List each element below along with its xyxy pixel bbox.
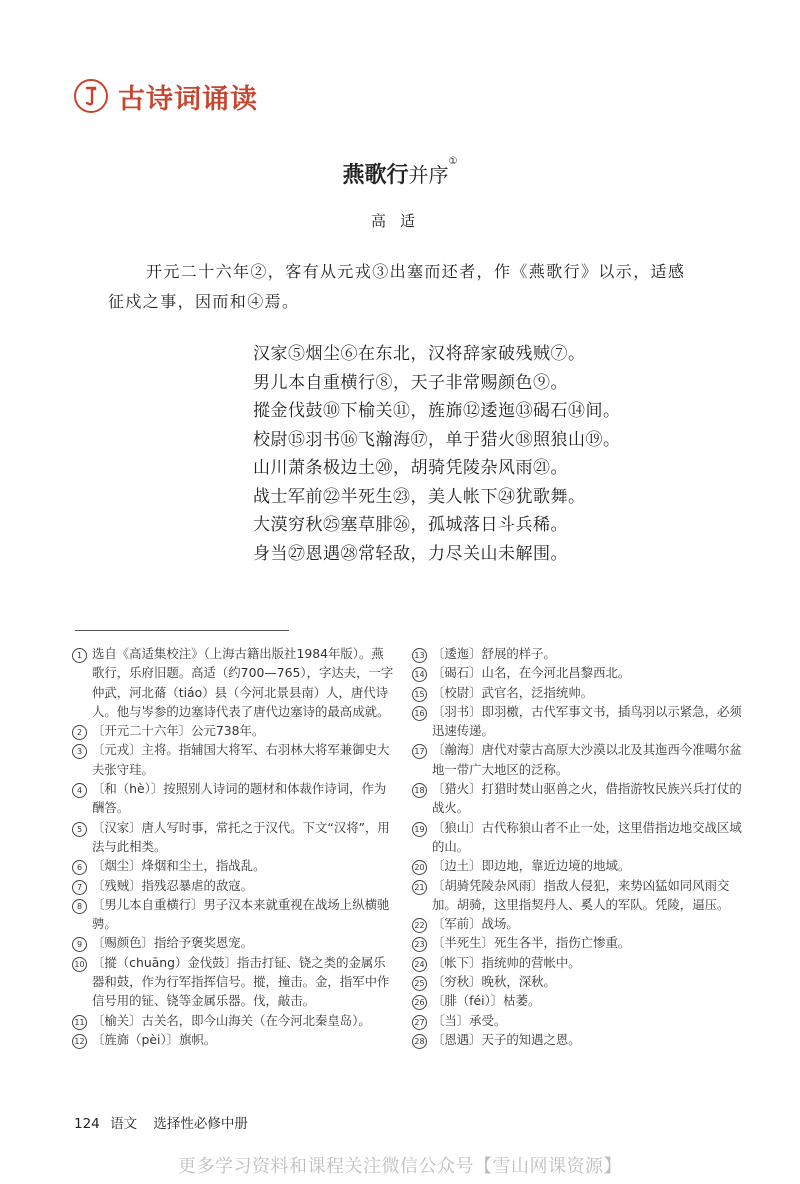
poem-line: 汉家⑤烟尘⑥在东北，汉将辞家破残贼⑦。 [253, 344, 586, 364]
footnote-text: 〔边土〕即边地，靠近边境的地域。 [432, 858, 631, 874]
footnote-number [412, 702, 432, 741]
poem-line: 身当㉗恩遇㉘常轻敌，力尽关山未解围。 [253, 543, 568, 564]
footnote-number [412, 818, 432, 857]
footnote-number [412, 914, 432, 933]
watermark-text: 更多学习资料和课程关注微信公众号【雪山网课资源】 [178, 1156, 622, 1177]
page-number: 124 [74, 1116, 100, 1132]
footnote-text: 〔元戎〕主将。指辅国大将军、右羽林大将军兼御史大夫张守珪。 [92, 742, 390, 777]
footnote-number-circle: 14 [412, 667, 427, 682]
footnote-item [412, 856, 742, 875]
footnote-item [412, 779, 742, 818]
footnote-number-circle: 16 [412, 706, 427, 721]
footnote-item [412, 683, 742, 702]
footnote-item [412, 740, 742, 779]
footnote-number [412, 991, 432, 1010]
poem-line: 大漠穷秋㉕塞草腓㉖，孤城落日斗兵稀。 [253, 515, 568, 535]
footnote-number-circle: 11 [72, 1015, 87, 1030]
footnote-text: 〔猎火〕打猎时焚山驱兽之火，借指游牧民族兴兵打仗的战火。 [432, 781, 742, 816]
footnote-text: 〔残贼〕指残忍暴虐的敌寇。 [92, 877, 254, 893]
footnote-number-circle: 2 [72, 725, 87, 740]
footnote-text: 〔狼山〕古代称狼山者不止一处，这里借指边地交战区域的山。 [432, 819, 742, 854]
footnote-item [72, 740, 394, 779]
footnote-item [412, 876, 742, 915]
footnote-number [412, 663, 432, 682]
footnote-number-circle: 28 [412, 1034, 427, 1049]
footer-book: 选择性必修中册 [153, 1116, 248, 1132]
footnote-number [412, 1030, 432, 1049]
footnote-number [412, 779, 432, 818]
footnote-text: 〔旌旆（pèi）〕旗帜。 [92, 1031, 217, 1047]
footnote-item [412, 1011, 742, 1030]
footnote-text: 〔逶迤〕舒展的样子。 [432, 646, 556, 661]
footnote-number-circle: 1 [72, 648, 87, 663]
footnote-text: 〔摐（chuāng）金伐鼓〕指击打钲、铙之类的金属乐器和鼓，作为行军指挥信号。摐，撞击。金，指军中作信号用的钲、铙等金属乐器。伐，敲击。 [92, 954, 390, 1009]
footnote-number [72, 856, 92, 875]
footnote-item [412, 914, 742, 933]
footnote-number-circle: 4 [72, 783, 87, 798]
page-footer [74, 1112, 248, 1132]
footnote-number [72, 1011, 92, 1030]
poem-author: 高适 [370, 212, 429, 230]
footnote-text: 〔瀚海〕唐代对蒙古高原大沙漠以北及其迤西今准噶尔盆地一带广大地区的泛称。 [432, 742, 742, 777]
footnote-text: 〔烟尘〕烽烟和尘土，指战乱。 [92, 858, 266, 874]
footnote-item [412, 818, 742, 857]
footnote-item [412, 702, 742, 741]
footnote-text: 〔汉家〕唐人写时事，常托之于汉代。下文“汉将”，用法与此相类。 [92, 819, 390, 854]
footnote-text: 〔半死生〕死生各半，指伤亡惨重。 [432, 935, 631, 951]
footnote-item [412, 991, 742, 1010]
footnote-item [72, 933, 394, 952]
poem-title-main: 燕歌行 [342, 163, 409, 188]
poem-line: 战士军前㉒半死生㉓，美人帐下㉔犹歌舞。 [253, 486, 586, 507]
footnote-text: 〔碣石〕山名，在今河北昌黎西北。 [432, 665, 631, 681]
footnote-number [412, 972, 432, 991]
footnote-number [72, 644, 92, 721]
footnote-number [72, 818, 92, 857]
footnote-item [72, 1030, 394, 1049]
footnote-text: 〔男儿本自重横行〕男子汉本来就重视在战场上纵横驰骋。 [92, 896, 390, 932]
footnote-number [412, 1011, 432, 1030]
footnote-number [412, 740, 432, 779]
poem-line: 山川萧条极边土⑳，胡骑凭陵杂风雨㉑。 [253, 458, 568, 478]
footnote-divider [75, 630, 289, 631]
footnote-number-circle: 23 [412, 937, 427, 952]
footnote-number-circle: 25 [412, 976, 427, 991]
footnote-item [412, 953, 742, 972]
poem-line: 男儿本自重横行⑧，天子非常赐颜色⑨。 [253, 372, 568, 393]
footnote-text: 〔胡骑凭陵杂风雨〕指敌人侵犯，来势凶猛如同风雨交加。胡骑，这里指契丹人、奚人的军队。凭陵，逼压。 [432, 877, 730, 912]
footnote-text: 〔恩遇〕天子的知遇之恩。 [432, 1031, 581, 1047]
footnote-number-circle: 13 [412, 648, 427, 663]
footnote-number [72, 895, 92, 934]
poem-title [0, 158, 800, 189]
footnote-number-circle: 12 [72, 1034, 87, 1049]
footnote-item [72, 721, 394, 740]
footnote-number-circle: 9 [72, 937, 87, 952]
footnote-item [72, 644, 394, 721]
footnote-number-circle: 24 [412, 957, 427, 972]
footnote-number [412, 683, 432, 702]
footnote-number [412, 933, 432, 952]
footnotes-right-column [412, 644, 742, 1049]
footnote-number-circle: 22 [412, 918, 427, 933]
footnote-item [72, 895, 394, 934]
footnote-text: 〔当〕承受。 [432, 1012, 507, 1028]
footnote-number-circle: 17 [412, 744, 427, 759]
section-title: 古诗词诵读 [118, 83, 258, 115]
footnote-text: 〔赐颜色〕指给予褒奖恩宠。 [92, 935, 254, 951]
footnote-item [72, 818, 394, 857]
footnote-number [412, 644, 432, 663]
footnote-item [72, 953, 394, 1011]
footnote-number [72, 876, 92, 895]
footnote-item [412, 1030, 742, 1049]
footnote-item [412, 933, 742, 952]
footnote-text: 〔开元二十六年〕公元738年。 [92, 723, 265, 739]
footnote-number [72, 953, 92, 1011]
footnote-item [72, 856, 394, 875]
footnote-text: 〔军前〕战场。 [432, 916, 519, 932]
footnote-text: 〔穷秋〕晚秋，深秋。 [432, 974, 556, 990]
footnote-number-circle: 21 [412, 880, 427, 895]
footnote-item [72, 1011, 394, 1030]
footnote-number-circle: 20 [412, 860, 427, 875]
footnote-number-circle: 18 [412, 783, 427, 798]
footnote-number-circle: 15 [412, 687, 427, 702]
footnote-text: 〔羽书〕即羽檄，古代军事文书，插鸟羽以示紧急，必须迅速传递。 [432, 703, 742, 739]
poem-line: 校尉⑮羽书⑯飞瀚海⑰，单于猎火⑱照狼山⑲。 [253, 429, 621, 450]
title-footnote-marker: ① [448, 156, 458, 167]
footer-subject: 语文 [110, 1116, 138, 1132]
footnote-number [72, 779, 92, 818]
footnote-number-circle: 3 [72, 744, 87, 759]
footnote-item [412, 972, 742, 991]
section-header [74, 76, 258, 116]
bookmark-icon [74, 79, 108, 113]
footnote-number-circle: 5 [72, 822, 87, 837]
footnote-item [72, 876, 394, 895]
footnote-item [412, 663, 742, 682]
footnote-number [72, 1030, 92, 1049]
footnote-number-circle: 19 [412, 822, 427, 837]
footnote-number [72, 933, 92, 952]
footnote-text: 选自《高适集校注》（上海古籍出版社1984年版）。燕歌行，乐府旧题。高适（约700—765），字达夫，一字仲武，河北蓨（tiáo）县（今河北景县南）人，唐代诗人。他与岑参的边塞诗代表了唐代边塞诗的最高成就。 [92, 646, 394, 719]
footnote-number-circle: 7 [72, 880, 87, 895]
footnote-number [412, 876, 432, 915]
footnote-number-circle: 26 [412, 995, 427, 1010]
footnote-number-circle: 8 [72, 899, 87, 914]
footnote-number-circle: 6 [72, 860, 87, 875]
footnote-text: 〔帐下〕指统帅的营帐中。 [432, 954, 581, 970]
footnote-text: 〔榆关〕古关名，即今山海关（在今河北秦皇岛）。 [92, 1012, 371, 1028]
footnote-number [412, 953, 432, 972]
footnotes-left-column [72, 644, 394, 1049]
poem-preface: 开元二十六年②，客有从元戎③出塞而还者，作《燕歌行》以示，适感征戍之事，因而和④焉。 [108, 262, 686, 311]
footnote-text: 〔校尉〕武官名，泛指统帅。 [432, 684, 594, 700]
footnote-number [412, 856, 432, 875]
footnote-text: 〔腓（féi）〕枯萎。 [432, 993, 541, 1009]
footnote-number [72, 740, 92, 779]
poem-body [253, 340, 621, 568]
footnote-number-circle: 10 [72, 957, 87, 972]
footnote-item [72, 779, 394, 818]
footnote-item [412, 644, 742, 663]
footnote-number [72, 721, 92, 740]
poem-title-sub: 并序 [408, 163, 449, 187]
poem-line: 摐金伐鼓⑩下榆关⑪，旌旆⑫逶迤⑬碣石⑭间。 [253, 401, 621, 421]
footnote-number-circle: 27 [412, 1015, 427, 1030]
footnote-text: 〔和（hè）〕按照别人诗词的题材和体裁作诗词，作为酬答。 [92, 781, 387, 816]
